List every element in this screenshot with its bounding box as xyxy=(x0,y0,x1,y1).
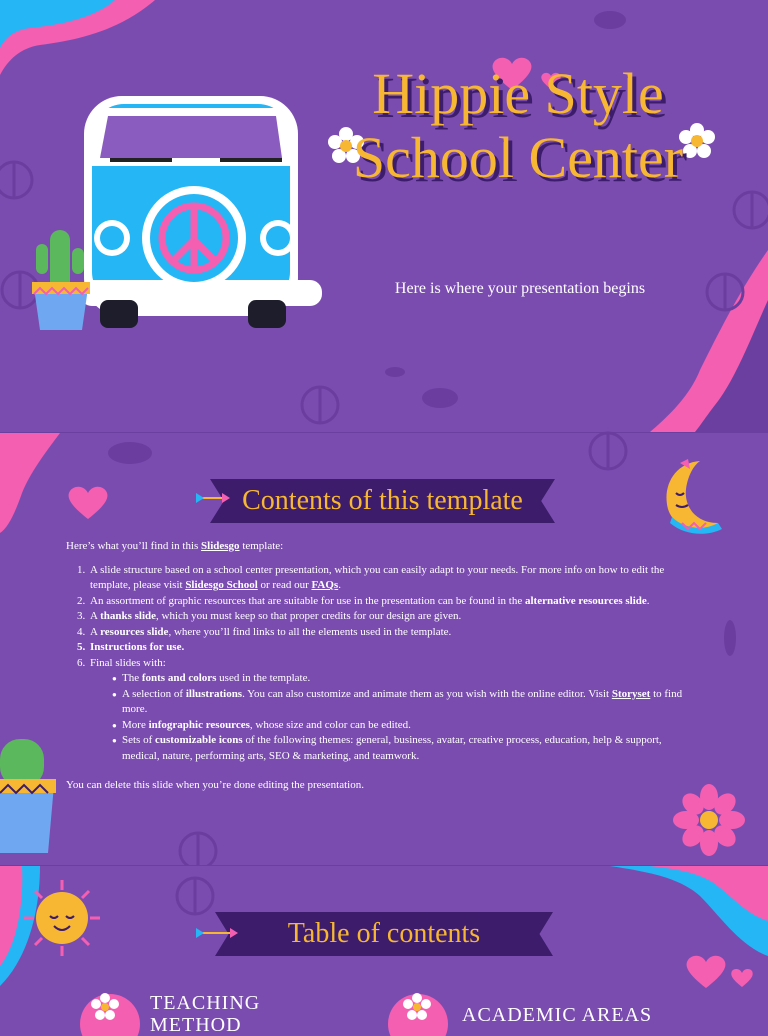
table-of-contents-slide xyxy=(0,866,768,1036)
list-item: 5. Instructions for use. xyxy=(88,640,696,656)
presentation-subtitle: Here is where your presentation begins xyxy=(394,280,646,297)
sub-list-item: ● Sets of customizable icons of the following themes: general, business, avatar, creative process, education, help & support, medical, nature, performing arts, SEO & marketing, and teamwork. xyxy=(112,733,696,764)
moon-illustration xyxy=(660,457,730,537)
list-item: 2. An assortment of graphic resources that are suitable for use in the presentation can be found in the alternative resources slide. xyxy=(88,594,696,610)
slidesgo-link[interactable]: Slidesgo xyxy=(201,540,240,552)
presentation-title: Hippie Style School Center xyxy=(352,61,684,190)
contents-footer: You can delete this slide when you’re done editing the presentation. xyxy=(66,779,364,791)
flower-icon xyxy=(90,992,120,1022)
sub-list-item: ● More infographic resources, whose size and color can be edited. xyxy=(112,718,696,734)
heart-icon xyxy=(66,485,110,521)
hippie-bus-illustration xyxy=(80,92,330,332)
section-heading-banner xyxy=(210,479,555,523)
section-heading-banner xyxy=(215,912,553,956)
contents-body xyxy=(66,539,696,802)
list-item: 4. A resources slide, where you’ll find links to all the elements used in the template. xyxy=(88,625,696,641)
arrow-icon xyxy=(196,926,238,940)
toc-item-academic-areas: ACADEMIC AREAS xyxy=(462,1004,653,1026)
slidesgo-school-link[interactable]: Slidesgo School xyxy=(185,579,258,591)
section-heading: Contents of this template xyxy=(242,485,523,516)
list-item: 1. A slide structure based on a school center presentation, which you can easily adapt to your needs. For more info on how to edit the template, please visit Slidesgo School or read our FAQs. xyxy=(88,563,696,594)
contents-slide xyxy=(0,433,768,865)
sun-illustration xyxy=(22,878,102,958)
storyset-link[interactable]: Storyset xyxy=(611,687,651,700)
section-heading: Table of contents xyxy=(287,918,481,949)
toc-item-teaching-method: TEACHING METHOD xyxy=(150,992,261,1036)
heart-icon xyxy=(730,968,754,988)
list-item: 3. A thanks slide, which you must keep so that proper credits for our design are given. xyxy=(88,609,696,625)
faqs-link[interactable]: FAQs xyxy=(311,579,339,591)
flower-icon xyxy=(402,992,432,1022)
heart-icon xyxy=(684,954,728,990)
title-slide xyxy=(0,0,768,432)
cactus-illustration xyxy=(0,735,60,855)
cactus-illustration xyxy=(32,222,92,332)
contents-intro: Here’s what you’ll find in this Slidesgo template: xyxy=(66,540,284,552)
sub-list-item: ● The fonts and colors used in the template. xyxy=(112,671,696,687)
arrow-icon xyxy=(196,491,230,505)
list-item: 6. Final slides with: ● The fonts and colors used in the template. ● A selection of illustrations. You can also customize and animate them as you wish with the online editor. Visit Storyset to find more. ● More infographic resources, whose size and color can be edited. ● Sets of customizable icons of the following themes: general, business, avatar, creative process, education, help & support, medical, nature, performing arts, SEO & marketing, and teamwork. xyxy=(88,656,696,765)
sub-list-item: ● A selection of illustrations. You can also customize and animate them as you wish with the online editor. Visit Storyset to find more. xyxy=(112,687,696,718)
